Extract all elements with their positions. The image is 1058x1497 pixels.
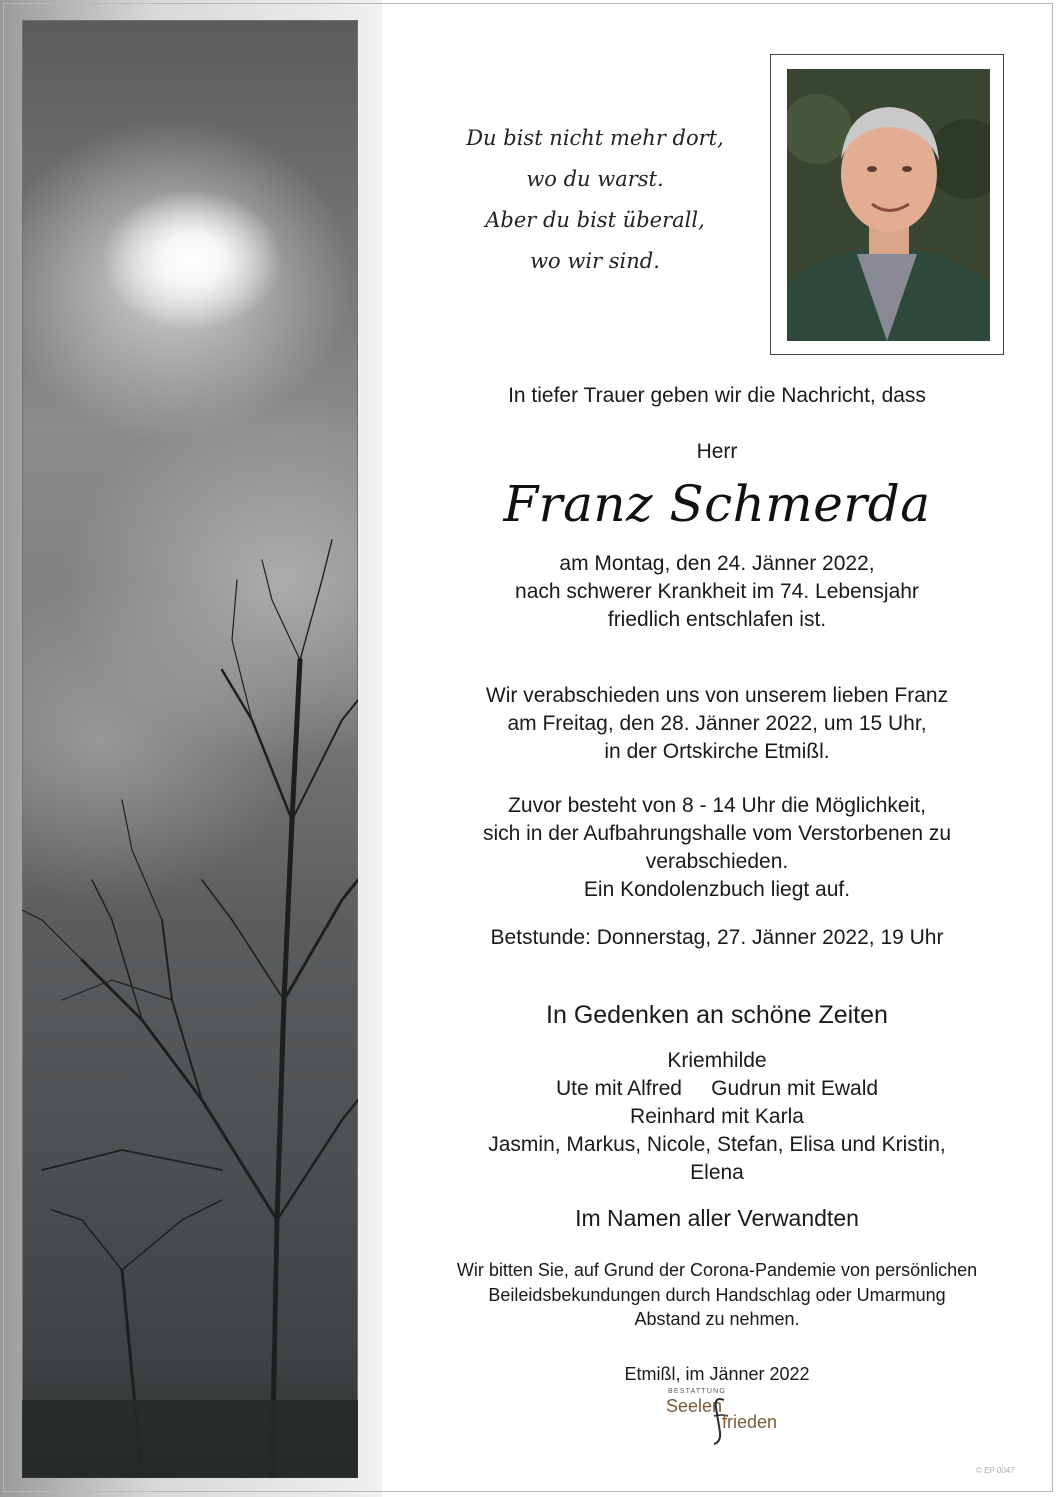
viewing-line: verabschieden. xyxy=(645,850,789,873)
logo-word-b: frieden xyxy=(722,1412,778,1432)
intro-text: In tiefer Trauer geben wir die Nachricht, dass xyxy=(508,384,926,407)
prayer-hour: Betstunde: Donnerstag, 27. Jänner 2022, 19 Uhr xyxy=(490,926,944,949)
family-line: Kriemhilde xyxy=(667,1049,767,1072)
viewing-line: Ein Kondolenzbuch liegt auf. xyxy=(583,878,851,901)
logo-top-text: BESTATTUNG xyxy=(668,1388,727,1395)
place-date: Etmißl, im Jänner 2022 xyxy=(624,1364,810,1384)
funeral-line: in der Ortskirche Etmißl. xyxy=(604,740,830,763)
viewing-line: Zuvor besteht von 8 - 14 Uhr die Möglichkeit, xyxy=(508,794,926,817)
corona-line: Abstand zu nehmen. xyxy=(634,1309,800,1329)
family-line: Ute mit Alfred Gudrun mit Ewald xyxy=(555,1077,879,1100)
quote-line: Du bist nicht mehr dort, xyxy=(466,126,724,150)
relatives-line: Im Namen aller Verwandten xyxy=(575,1205,859,1231)
quote-line: wo du warst. xyxy=(526,167,664,191)
logo-word-a: Seelen xyxy=(666,1396,723,1416)
family-line: Jasmin, Markus, Nicole, Stefan, Elisa und Kristin, xyxy=(488,1133,946,1156)
deceased-name: Franz Schmerda xyxy=(503,475,931,533)
corona-line: Beileidsbekundungen durch Handschlag oder Umarmung xyxy=(488,1284,946,1305)
family-line: Elena xyxy=(690,1161,744,1184)
page-border xyxy=(3,3,1053,1492)
death-line: nach schwerer Krankheit im 74. Lebensjahr xyxy=(515,580,919,603)
honorific: Herr xyxy=(696,440,738,463)
funeral-line: am Freitag, den 28. Jänner 2022, um 15 Uhr, xyxy=(507,712,927,735)
watermark: © EP 0047 xyxy=(976,1466,1015,1475)
family-line: Reinhard mit Karla xyxy=(630,1105,804,1128)
funeral-line: Wir verabschieden uns von unserem lieben Franz xyxy=(485,684,949,707)
death-line: friedlich entschlafen ist. xyxy=(607,608,827,631)
memory-heading: In Gedenken an schöne Zeiten xyxy=(546,1001,888,1029)
quote-line: wo wir sind. xyxy=(530,249,660,273)
corona-line: Wir bitten Sie, auf Grund der Corona-Pandemie von persönlichen xyxy=(456,1260,978,1280)
viewing-line: sich in der Aufbahrungshalle vom Verstorbenen zu xyxy=(482,822,952,845)
quote-line: Aber du bist überall, xyxy=(485,208,705,232)
death-line: am Montag, den 24. Jänner 2022, xyxy=(559,552,875,575)
